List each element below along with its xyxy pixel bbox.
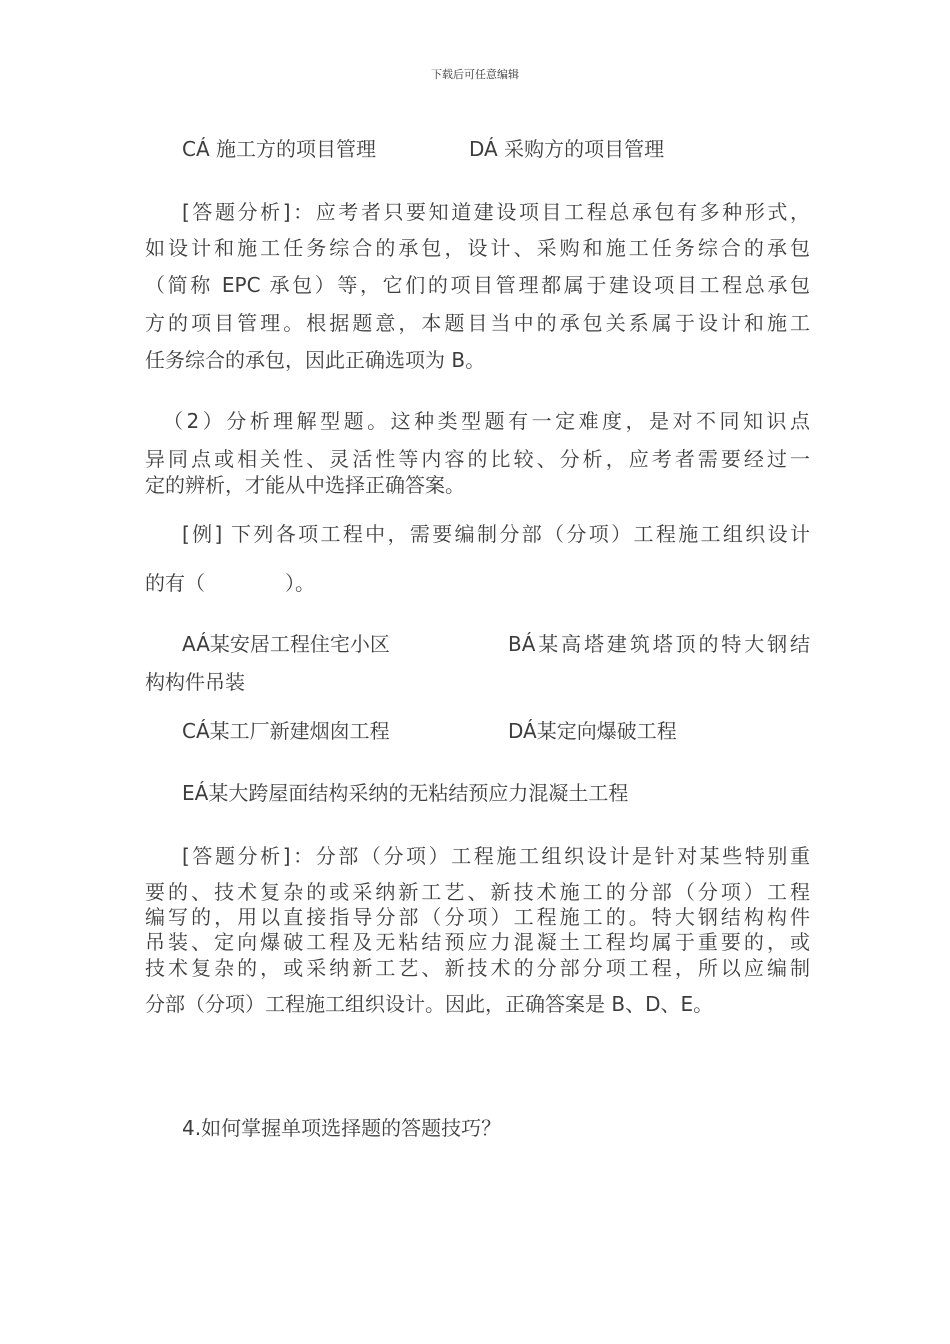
analysis2-line-5: 技术复杂的，或采纳新工艺、新技术的分部分项工程，所以应编制 <box>145 956 810 980</box>
option-b-continued: 构构件吊装 <box>145 670 245 694</box>
option-d: DÁ 采购方的项目管理 <box>469 137 665 161</box>
option-c-example: CÁ某工厂新建烟囱工程 <box>182 719 390 743</box>
section2-line-3: 定的辨析，才能从中选择正确答案。 <box>145 473 465 497</box>
analysis2-line-6: 分部（分项）工程施工组织设计。因此，正确答案是 B、D、E。 <box>145 992 714 1016</box>
analysis1-line-1: [答题分析]：应考者只要知道建设项目工程总承包有多种形式， <box>182 200 810 224</box>
analysis1-line-4: 方的项目管理。根据题意，本题目当中的承包关系属于设计和施工 <box>145 311 810 335</box>
section2-line-2: 异同点或相关性、灵活性等内容的比较、分析，应考者需要经过一 <box>145 447 810 471</box>
option-e: EÁ某大跨屋面结构采纳的无粘结预应力混凝土工程 <box>182 781 629 805</box>
analysis1-line-5: 任务综合的承包，因此正确选项为 B。 <box>145 348 486 372</box>
page-header: 下载后可任意编辑 <box>431 68 519 81</box>
analysis2-line-3: 编写的，用以直接指导分部（分项）工程施工的。特大钢结构构件 <box>145 905 810 929</box>
section2-line-1: （2）分析理解型题。这种类型题有一定难度，是对不同知识点 <box>163 409 810 433</box>
option-d-example: DÁ某定向爆破工程 <box>508 719 677 743</box>
example-line-2: 的有（ ）。 <box>145 571 315 595</box>
analysis2-line-2: 要的、技术复杂的或采纳新工艺、新技术施工的分部（分项）工程 <box>145 880 810 904</box>
analysis2-line-4: 吊装、定向爆破工程及无粘结预应力混凝土工程均属于重要的，或 <box>145 930 810 954</box>
analysis1-line-2: 如设计和施工任务综合的承包，设计、采购和施工任务综合的承包 <box>145 236 810 260</box>
analysis2-line-1: [答题分析]：分部（分项）工程施工组织设计是针对某些特别重 <box>182 844 810 868</box>
section4-title: 4.如何掌握单项选择题的答题技巧？ <box>182 1116 502 1140</box>
option-b: BÁ某高塔建筑塔顶的特大钢结 <box>508 632 810 656</box>
option-a: AÁ某安居工程住宅小区 <box>182 632 390 656</box>
example-line-1: [例] 下列各项工程中，需要编制分部（分项）工程施工组织设计 <box>182 522 810 546</box>
option-c: CÁ 施工方的项目管理 <box>182 137 377 161</box>
analysis1-line-3: （简称 EPC 承包）等，它们的项目管理都属于建设项目工程总承包 <box>145 273 810 297</box>
